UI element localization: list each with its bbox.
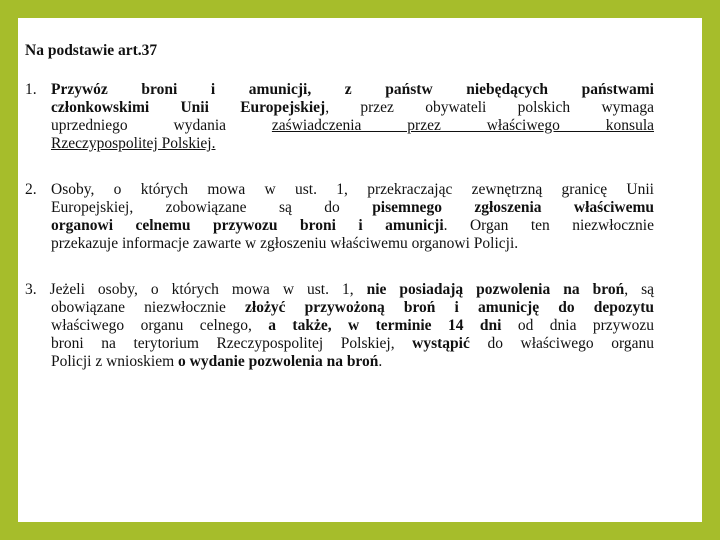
paragraph-3-text-5b: o wydanie pozwolenia na broń <box>178 353 379 370</box>
paragraph-3-text-1a: Jeżeli osoby, o których mowa w ust. 1, <box>49 281 367 298</box>
paragraph-2-text-2b: pisemnego zgłoszenia właściwemu <box>372 199 654 216</box>
paragraph-3-text-3b: a także, w terminie 14 dni <box>268 317 502 334</box>
paragraph-1-line-3 <box>25 117 654 135</box>
paragraph-2-text-3b: . Organ ten niezwłocznie <box>443 217 654 234</box>
paragraph-3-text-4c: do właściwego organu <box>469 335 654 352</box>
paragraph-2 <box>25 181 654 253</box>
paragraph-1-number: 1. <box>25 81 37 98</box>
paragraph-3-text-3c: od dnia przywozu <box>501 317 654 334</box>
paragraph-3-text-2b: złożyć przywożoną broń i amunicję do depozytu <box>245 299 655 316</box>
paragraph-2-text-1: Osoby, o których mowa w ust. 1, przekraczając zewnętrzną granicę Unii <box>51 181 654 198</box>
paragraph-3-line-2 <box>25 299 654 317</box>
paragraph-2-text-3a: organowi celnemu przywozu broni i amunicji <box>51 217 444 234</box>
paragraph-2-line-1 <box>25 181 654 199</box>
paragraph-3-text-1b: nie posiadają pozwolenia na broń <box>366 281 625 298</box>
paragraph-3-line-1 <box>25 281 654 299</box>
paragraph-3-text-4b: wystąpić <box>412 335 470 352</box>
paragraph-3-text-5a: Policji z wnioskiem <box>51 353 179 370</box>
paragraph-3-line-4 <box>25 335 654 353</box>
paragraph-1-text-2a: członkowskimi Unii Europejskiej <box>51 99 326 116</box>
paragraph-2-line-4 <box>25 235 654 253</box>
paragraph-1-text-1: Przywóz broni i amunicji, z państw niebędących państwami <box>51 81 654 98</box>
paragraph-3-line-3 <box>25 317 654 335</box>
heading: Na podstawie art.37 <box>25 42 158 59</box>
paragraph-3-text-3a: właściwego organu celnego, <box>51 317 269 334</box>
paragraph-3-text-2a: obowiązane niezwłocznie <box>51 299 246 316</box>
paragraph-3-text-4a: broni na terytorium Rzeczypospolitej Polskiej, <box>51 335 413 352</box>
paragraph-3-line-5 <box>25 353 654 371</box>
paragraph-2-line-2 <box>25 199 654 217</box>
paragraph-3-number: 3. <box>25 281 37 298</box>
paragraph-1-text-3b: zaświadczenia przez właściwego konsula <box>271 117 655 134</box>
paragraph-2-text-2a: Europejskiej, zobowiązane są do <box>51 199 373 216</box>
paragraph-1-text-3a: uprzedniego wydania <box>51 117 272 134</box>
paragraph-3-text-1c: , są <box>624 281 654 298</box>
paragraph-2-line-3 <box>25 217 654 235</box>
paragraph-1-line-2 <box>25 99 654 117</box>
paragraph-1-line-1 <box>25 81 654 99</box>
paragraph-3 <box>25 281 654 371</box>
paragraph-2-number: 2. <box>25 181 37 198</box>
paragraph-1-text-4: Rzeczypospolitej Polskiej. <box>51 135 216 152</box>
paragraph-1 <box>25 81 654 153</box>
paragraph-1-text-2b: , przez obywateli polskich wymaga <box>325 99 654 116</box>
paragraph-2-text-4: przekazuje informacje zawarte w zgłoszeniu właściwemu organowi Policji. <box>51 235 519 252</box>
paragraph-3-text-5c: . <box>378 353 383 370</box>
paragraph-1-line-4 <box>25 135 654 153</box>
